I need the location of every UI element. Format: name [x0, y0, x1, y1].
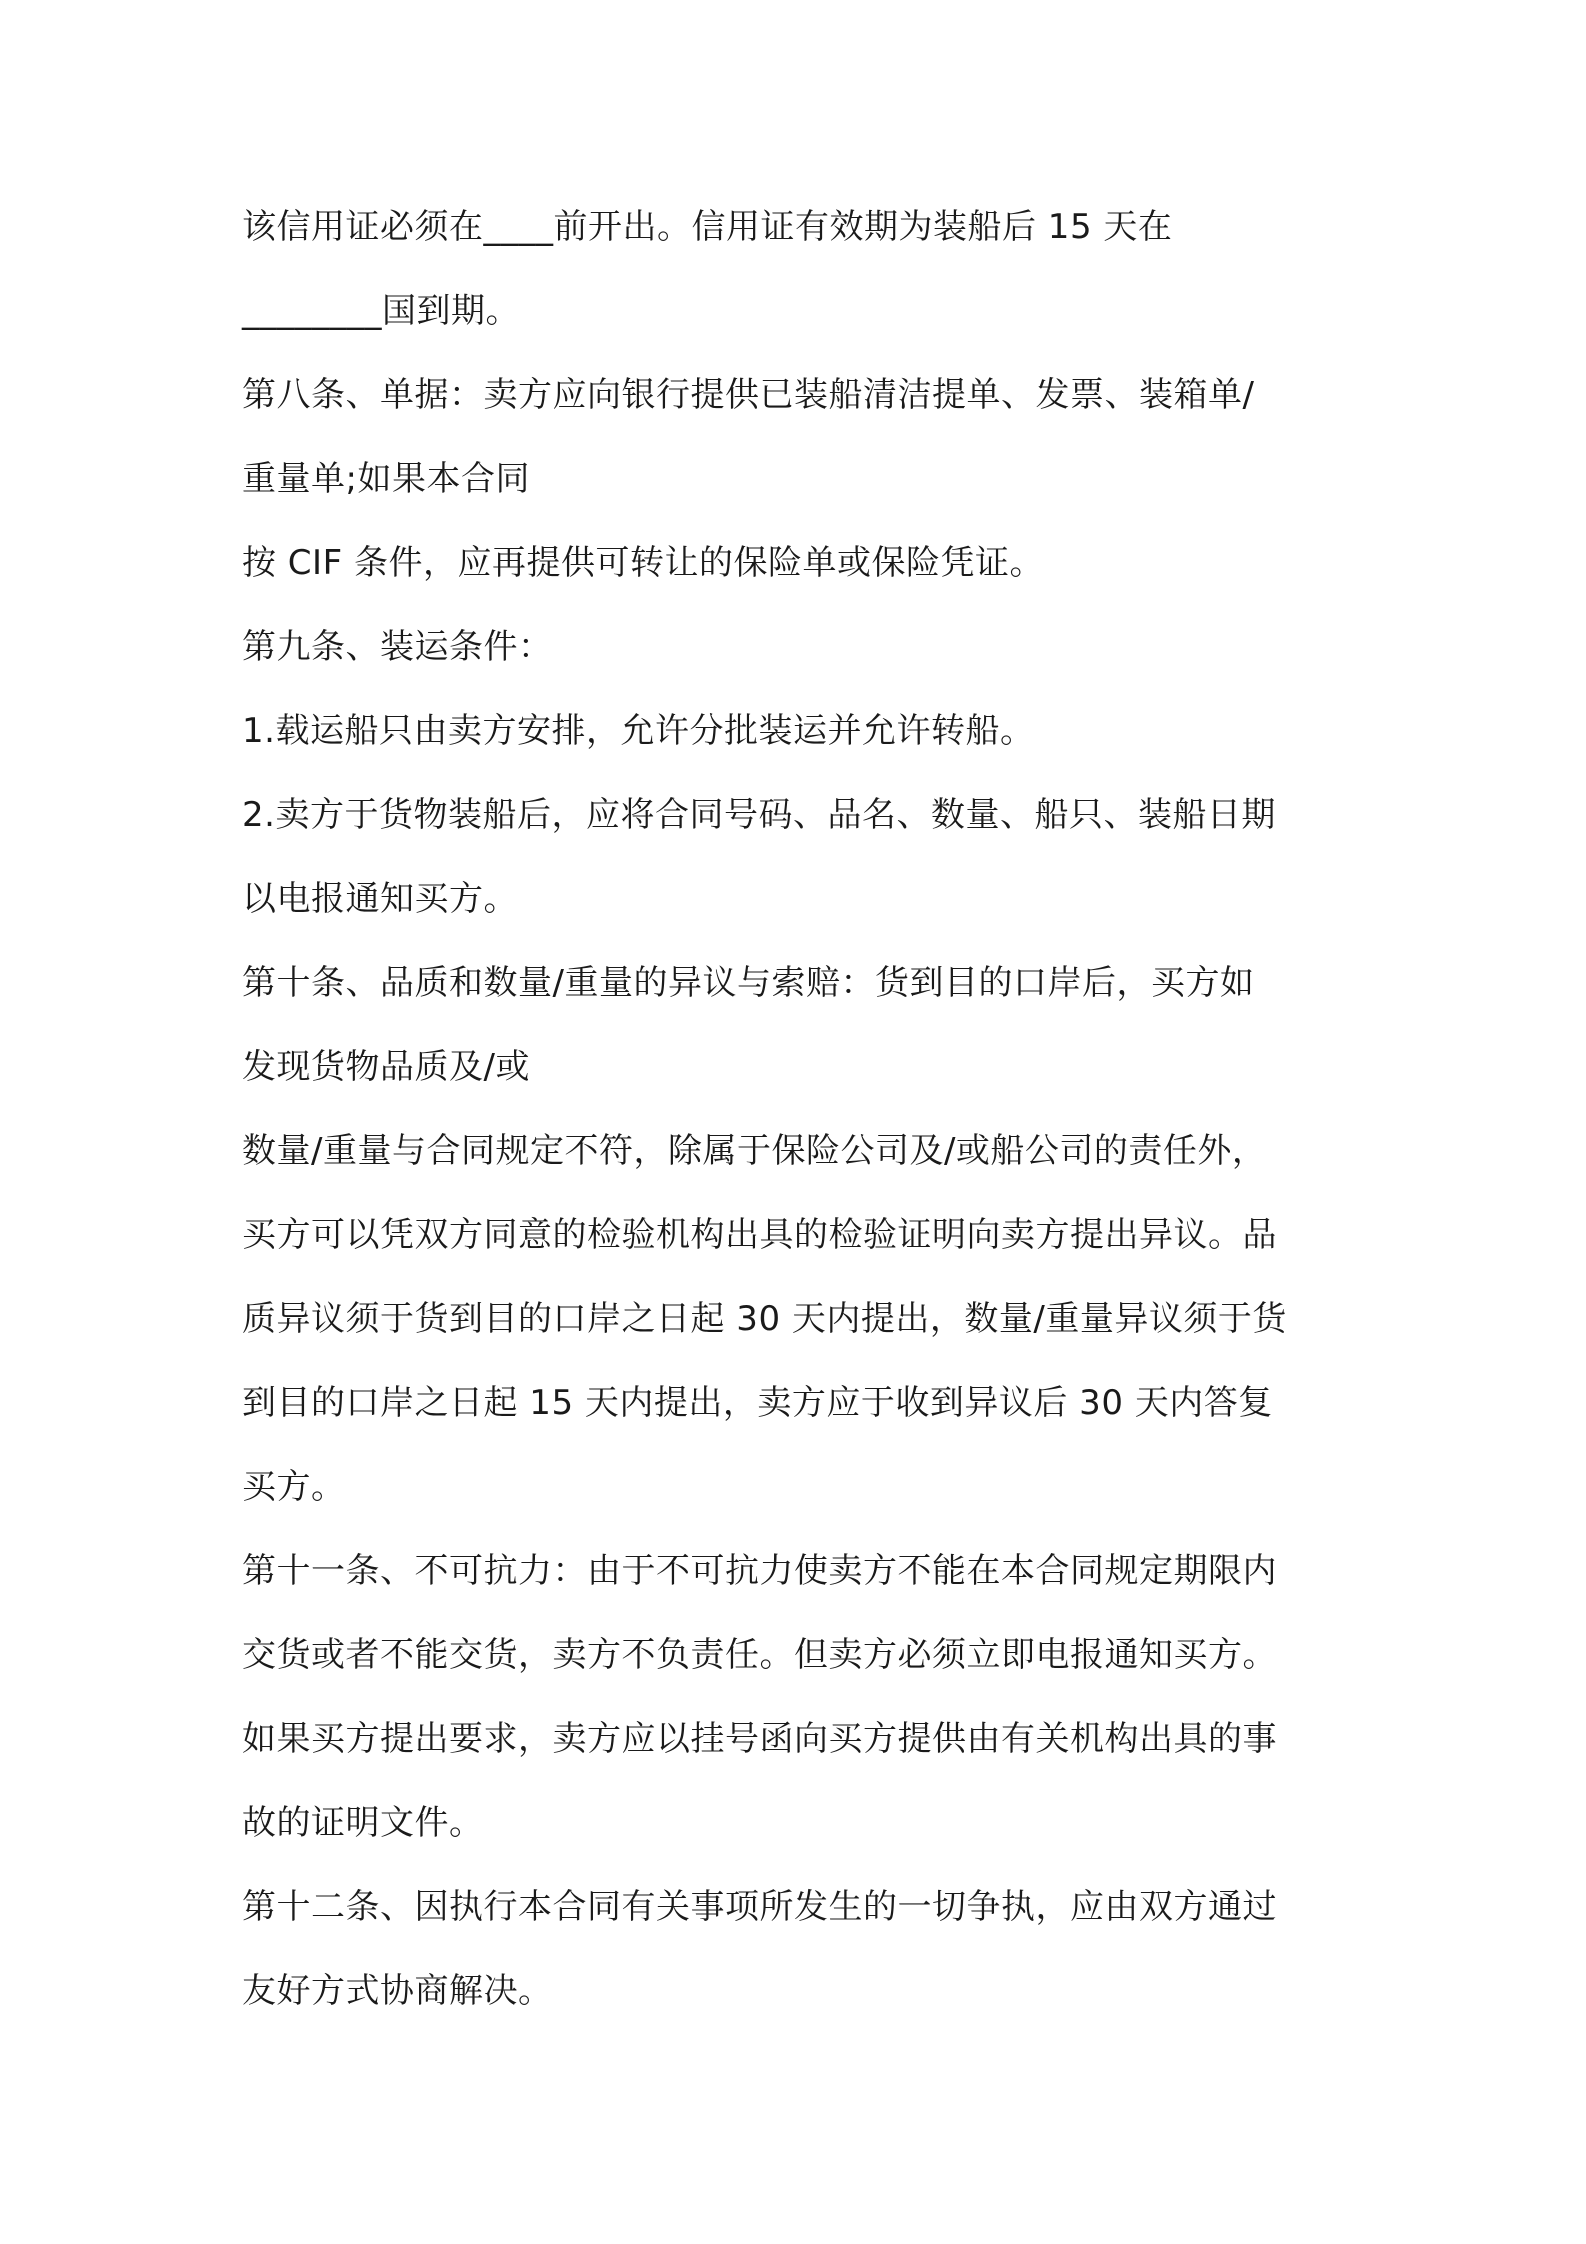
text-line: 第八条、单据：卖方应向银行提供已装船清洁提单、发票、装箱单/: [242, 375, 1255, 415]
text-line: 数量/重量与合同规定不符，除属于保险公司及/或船公司的责任外，: [242, 1131, 1267, 1171]
text-line: 第九条、装运条件：: [242, 627, 553, 667]
text-line: 第十二条、因执行本合同有关事项所发生的一切争执，应由双方通过: [242, 1887, 1277, 1927]
text-line: 交货或者不能交货，卖方不负责任。但卖方必须立即电报通知买方。: [242, 1635, 1277, 1675]
text-line: 如果买方提出要求，卖方应以挂号函向买方提供由有关机构出具的事: [242, 1719, 1277, 1759]
text-line: ________国到期。: [242, 291, 520, 331]
text-line: 友好方式协商解决。: [242, 1971, 553, 2011]
text-line: 到目的口岸之日起 15 天内提出，卖方应于收到异议后 30 天内答复: [242, 1383, 1273, 1423]
text-line: 以电报通知买方。: [242, 879, 518, 919]
text-line: 发现货物品质及/或: [242, 1047, 530, 1087]
text-line: 买方。: [242, 1467, 346, 1507]
text-line: 该信用证必须在____前开出。信用证有效期为装船后 15 天在: [242, 207, 1173, 247]
text-line: 2.卖方于货物装船后，应将合同号码、品名、数量、船只、装船日期: [242, 795, 1276, 835]
text-line: 质异议须于货到目的口岸之日起 30 天内提出，数量/重量异议须于货: [242, 1299, 1287, 1339]
text-line: 按 CIF 条件，应再提供可转让的保险单或保险凭证。: [242, 543, 1044, 583]
text-line: 买方可以凭双方同意的检验机构出具的检验证明向卖方提出异议。品: [242, 1215, 1277, 1255]
text-line: 重量单;如果本合同: [242, 459, 530, 499]
text-line: 1.载运船只由卖方安排，允许分批装运并允许转船。: [242, 711, 1035, 751]
text-line: 故的证明文件。: [242, 1803, 484, 1843]
text-line: 第十一条、不可抗力：由于不可抗力使卖方不能在本合同规定期限内: [242, 1551, 1277, 1591]
text-line: 第十条、品质和数量/重量的异议与索赔：货到目的口岸后，买方如: [242, 963, 1255, 1003]
